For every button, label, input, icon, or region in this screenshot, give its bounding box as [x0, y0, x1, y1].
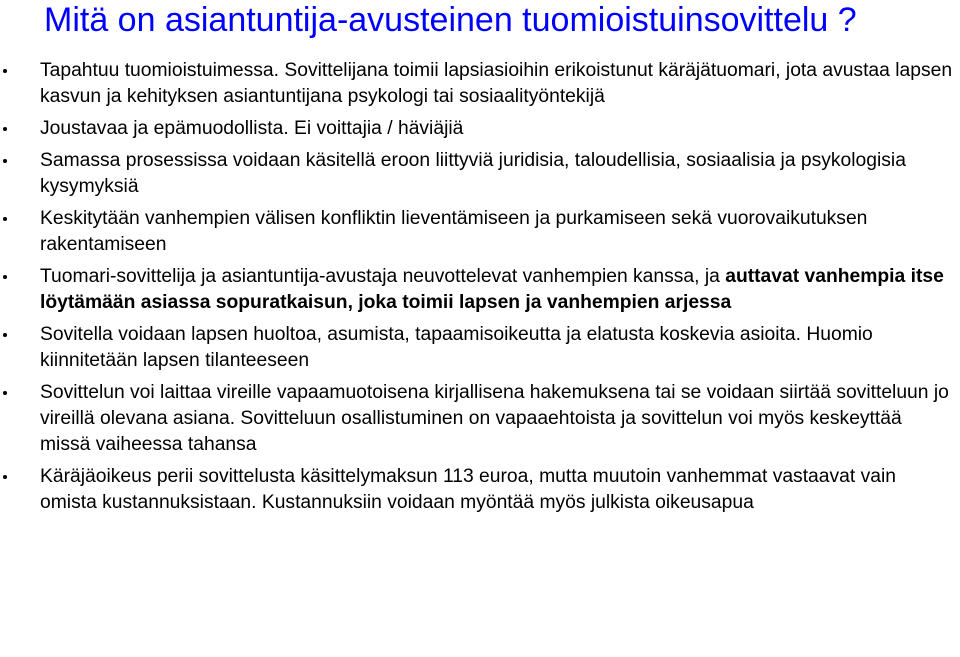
bullet-text: Keskitytään vanhempien välisen konfliktin lieventämiseen ja purkamiseen sekä vuorovaikutuksen rakentamiseen: [40, 208, 868, 255]
bullet-list: [0, 58, 960, 522]
bullet-item: [0, 322, 960, 374]
bullet-item: [0, 58, 960, 110]
bullet-dot-icon: [3, 69, 7, 73]
bullet-dot-icon: [3, 391, 7, 395]
bullet-text: Sovittelun voi laittaa vireille vapaamuotoisena kirjallisena hakemuksena tai se voidaan siirtää sovitteluun jo vireillä olevana asiana. Sovitteluun osallistuminen on vapaaehtoista ja sovittelun voi myös keskeyttää missä vaiheessa tahansa: [40, 382, 949, 455]
bullet-dot-icon: [3, 217, 7, 221]
bullet-text: Tuomari-sovittelija ja asiantuntija-avustaja neuvottelevat vanhempien kanssa, ja: [40, 266, 726, 287]
bullet-text: Joustavaa ja epämuodollista. Ei voittajia / häviäjiä: [40, 118, 464, 139]
bullet-dot-icon: [3, 333, 7, 337]
bullet-item: [0, 264, 960, 316]
bullet-item: [0, 380, 960, 458]
bullet-item: [0, 206, 960, 258]
bullet-dot-icon: [3, 127, 7, 131]
bullet-item: [0, 464, 960, 516]
bullet-text: Sovitella voidaan lapsen huoltoa, asumista, tapaamisoikeutta ja elatusta koskevia asioita. Huomio kiinnitetään lapsen tilanteeseen: [40, 324, 873, 371]
bullet-item: [0, 148, 960, 200]
bullet-text: Käräjäoikeus perii sovittelusta käsittelymaksun 113 euroa, mutta muutoin vanhemmat vastaavat vain omista kustannuksistaan. Kustannuksiin voidaan myöntää myös julkista oikeusapua: [40, 466, 896, 513]
bullet-text: Samassa prosessissa voidaan käsitellä eroon liittyviä juridisia, taloudellisia, sosiaalisia ja psykologisia kysymyksiä: [40, 150, 906, 197]
bullet-dot-icon: [3, 159, 7, 163]
bullet-bold-text: auttavat vanhempia itse löytämään asiassa sopuratkaisun, joka toimii lapsen ja vanhempien arjessa: [40, 266, 944, 313]
bullet-dot-icon: [3, 275, 7, 279]
bullet-text: Tapahtuu tuomioistuimessa. Sovittelijana toimii lapsiasioihin erikoistunut käräjätuomari, jota avustaa lapsen kasvun ja kehityksen asiantuntijana psykologi tai sosiaalityöntekijä: [40, 60, 953, 107]
bullet-dot-icon: [3, 475, 7, 479]
bullet-item: [0, 116, 960, 142]
slide-title: Mitä on asiantuntija-avusteinen tuomioistuinsovittelu ?: [44, 1, 857, 39]
